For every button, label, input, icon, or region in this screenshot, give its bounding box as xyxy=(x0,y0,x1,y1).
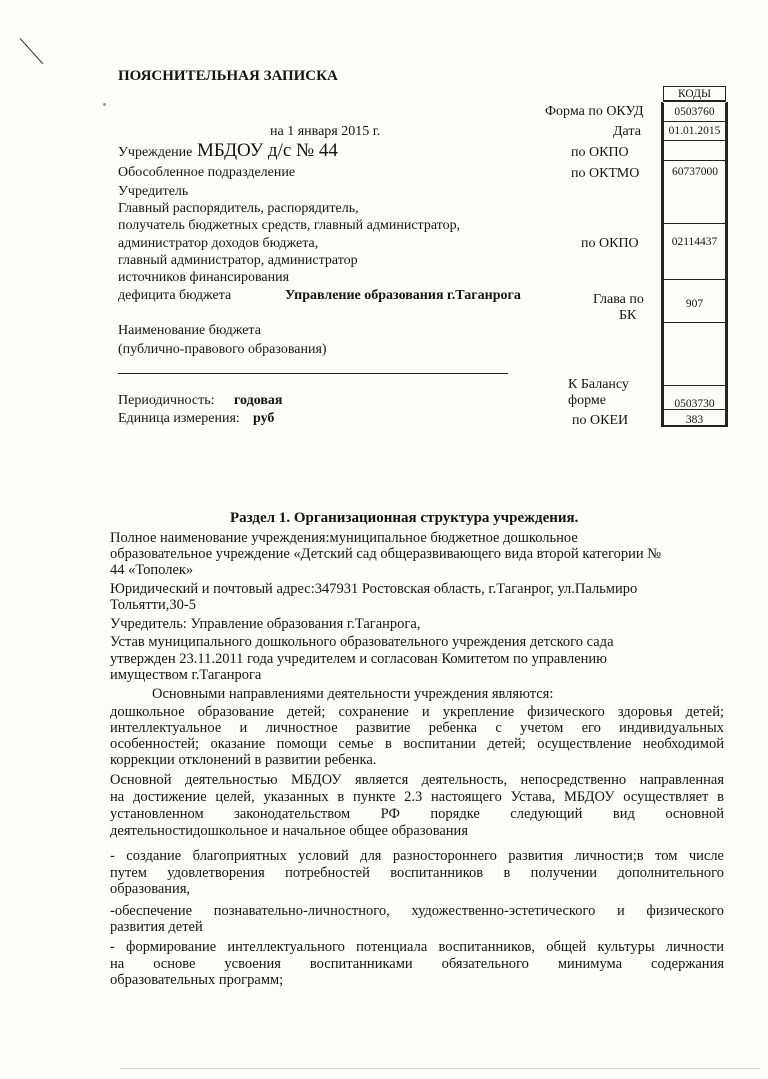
manager-line-3: администратор доходов бюджета, xyxy=(118,236,319,251)
label-glava-1: Глава по xyxy=(593,292,644,307)
section1-line: установленном законодательством РФ порядке следующий вид основной xyxy=(110,806,724,822)
label-glava-2: БК xyxy=(619,308,637,323)
label-oktmo: по ОКТМО xyxy=(571,166,640,181)
subdivision-label: Обособленное подразделение xyxy=(118,165,296,180)
codes-header-label: КОДЫ xyxy=(678,88,711,100)
institution-value: МБДОУ д/с № 44 xyxy=(197,140,338,161)
section1-line: - создание благоприятных условий для разностороннего развития личности;в том числе xyxy=(110,848,724,864)
section1-line: Учредитель: Управление образования г.Таганрога, xyxy=(110,616,421,632)
budget-underline xyxy=(118,373,508,374)
code-balance: 0503730 xyxy=(663,386,726,410)
code-oktmo: 60737000 xyxy=(663,161,726,224)
section1-line: -обеспечение познавательно-личностного, художественно-эстетического и физического xyxy=(110,903,724,919)
section1-line: имуществом г.Таганрога xyxy=(110,667,262,683)
page-title: ПОЯСНИТЕЛЬНАЯ ЗАПИСКА xyxy=(118,68,338,84)
periodicity-value: годовая xyxy=(234,393,283,408)
section1-line: образовательное учреждение «Детский сад общеразвивающего вида второй категории № xyxy=(110,546,662,562)
code-okpo2: 02114437 xyxy=(663,224,726,280)
section1-line: Полное наименование учреждения:муниципальное бюджетное дошкольное xyxy=(110,530,578,546)
section1-line: 44 «Тополек» xyxy=(110,562,194,578)
section1-line: - формирование интеллектуального потенциала воспитанников, общей культуры личности xyxy=(110,939,724,955)
unit-value: руб xyxy=(253,411,275,426)
section1-line: утвержден 23.11.2011 года учредителем и согласован Комитетом по управлению xyxy=(110,651,608,667)
codes-header xyxy=(663,86,726,102)
label-okei: по ОКЕИ xyxy=(572,413,629,428)
section1-line: Основными направлениями деятельности учреждения являются: xyxy=(152,686,554,702)
institution-label: Учреждение xyxy=(118,145,193,160)
label-okpo1: по ОКПО xyxy=(571,145,629,160)
founder-label: Учредитель xyxy=(118,184,189,199)
section1-line: особенностей; оказание помощи семье в воспитании детей; осуществление необходимой xyxy=(110,736,724,752)
section1-line: Устав муниципального дошкольного образовательного учреждения детского сада xyxy=(110,634,614,650)
manager-line-5: источников финансирования xyxy=(118,270,290,285)
manager-line-6: дефицита бюджета xyxy=(118,288,232,303)
section1-line: Юридический и почтовый адрес:347931 Ростовская область, г.Таганрог, ул.Пальмиро xyxy=(110,581,638,597)
budget-name-2: (публично-правового образования) xyxy=(118,342,327,357)
section1-line: развития детей xyxy=(110,919,203,935)
manager-line-1: Главный распорядитель, распорядитель, xyxy=(118,201,359,216)
label-okpo2: по ОКПО xyxy=(581,236,639,251)
label-date: Дата xyxy=(613,124,641,139)
section1-line: деятельностидошкольное и начальное общее образования xyxy=(110,823,468,839)
scan-dot xyxy=(103,103,106,106)
date-line: на 1 января 2015 г. xyxy=(270,124,381,139)
code-okud: 0503760 xyxy=(663,103,726,122)
section1-heading: Раздел 1. Организационная структура учреждения. xyxy=(230,510,579,526)
manager-line-2: получатель бюджетных средств, главный администратор, xyxy=(118,218,461,233)
code-budget xyxy=(663,323,726,386)
section1-line: Тольятти,30-5 xyxy=(110,597,196,613)
section1-line: Основной деятельностью МБДОУ является деятельность, непосредственно направленная xyxy=(110,772,724,788)
section1-line: коррекции отклонений в развитии ребенка. xyxy=(110,752,377,768)
manager-line-4: главный администратор, администратор xyxy=(118,253,358,268)
section1-line: образовательных программ; xyxy=(110,972,284,988)
label-balance-1: К Балансу xyxy=(568,377,629,392)
budget-name-1: Наименование бюджета xyxy=(118,323,261,338)
unit-label: Единица измерения: xyxy=(118,411,240,426)
manager-value: Управление образования г.Таганрога xyxy=(285,288,521,303)
scan-mark xyxy=(19,38,43,64)
code-okei: 383 xyxy=(663,410,726,427)
code-date: 01.01.2015 xyxy=(663,122,726,141)
section1-line: дошкольное образование детей; сохранение и укрепление физического здоровья детей; xyxy=(110,704,724,720)
scan-bottom-edge xyxy=(120,1068,760,1069)
code-okpo1 xyxy=(663,141,726,161)
code-glava: 907 xyxy=(663,280,726,323)
section1-line: образования, xyxy=(110,881,191,897)
label-okud: Форма по ОКУД xyxy=(545,104,644,119)
label-balance-2: форме xyxy=(568,393,606,408)
section1-line: на основе усвоения воспитанниками обязательного минимума содержания xyxy=(110,956,724,972)
section1-line: на достижение целей, указанных в пункте 2.3 настоящего Устава, МБДОУ осуществляет в xyxy=(110,789,724,805)
section1-line: интеллектуальное и личностное развитие ребенка с учетом его индивидуальных xyxy=(110,720,724,736)
periodicity-label: Периодичность: xyxy=(118,393,215,408)
section1-line: путем удовлетворения потребностей воспитанников в получении дополнительного xyxy=(110,865,724,881)
